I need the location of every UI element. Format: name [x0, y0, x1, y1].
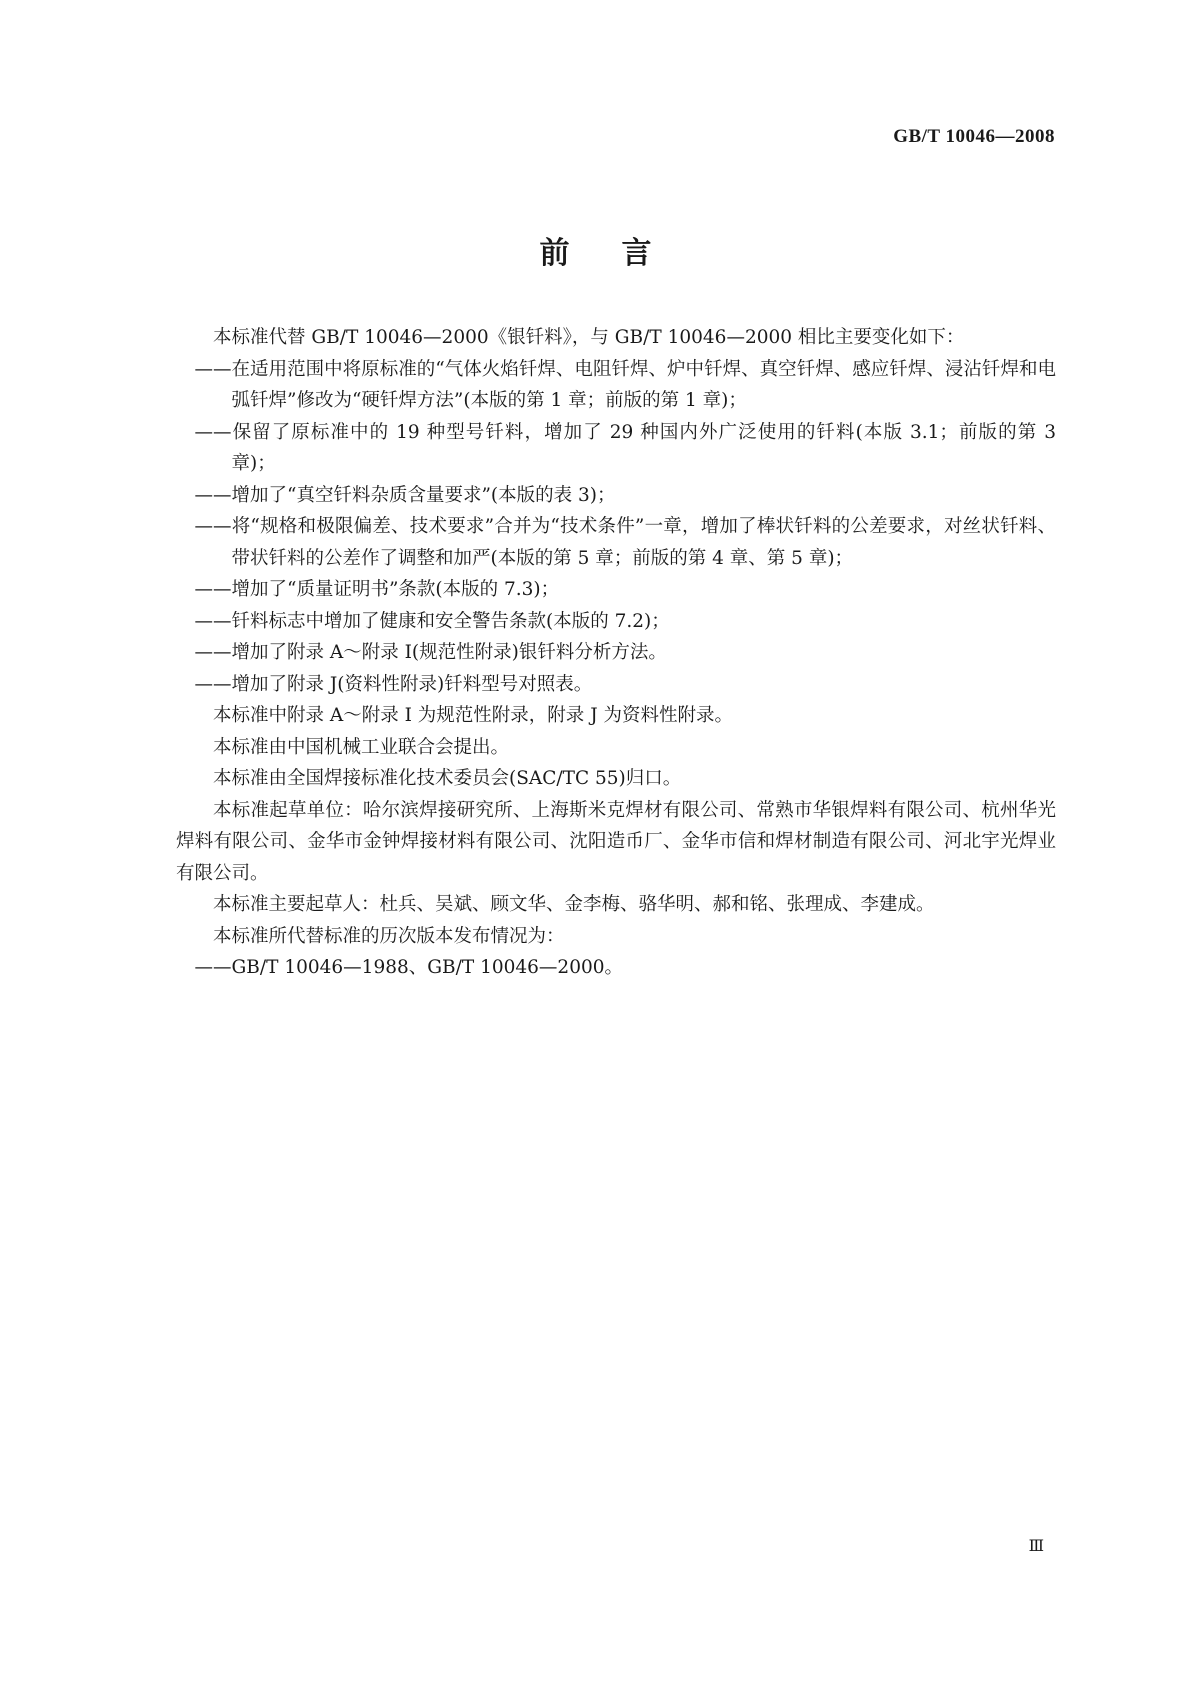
- page-number: Ⅲ: [1028, 1538, 1043, 1555]
- proposed-by: 本标准由中国机械工业联合会提出。: [213, 736, 510, 758]
- history-item: ——GB/T 10046—1988、GB/T 10046—2000。: [194, 957, 624, 978]
- change-item: ——钎料标志中增加了健康和安全警告条款(本版的 7.2)；: [194, 610, 670, 632]
- change-item: ——增加了“真空钎料杂质含量要求”(本版的表 3)；: [194, 484, 616, 506]
- drafting-units: 本标准起草单位：哈尔滨焊接研究所、上海斯米克焊材有限公司、常熟市华银焊料有限公司、杭州华光焊料有限公司、金华市金钟焊接材料有限公司、沈阳造币厂、金华市信和焊材制造有限公司、河北宇光焊业有限公司。: [176, 799, 1056, 884]
- change-item: ——增加了附录 J(资料性附录)钎料型号对照表。: [194, 673, 593, 695]
- drafters: 本标准主要起草人：杜兵、吴斌、顾文华、金李梅、骆华明、郝和铭、张理成、李建成。: [213, 894, 935, 915]
- change-item: ——将“规格和极限偏差、技术要求”合并为“技术条件”一章，增加了棒状钎料的公差要求，对丝状钎料、带状钎料的公差作了调整和加严(本版的第 5 章；前版的第 4 章、第 5 章)；: [194, 516, 1056, 569]
- annex-note: 本标准中附录 A～附录 I 为规范性附录，附录 J 为资料性附录。: [213, 705, 733, 726]
- change-item: ——增加了“质量证明书”条款(本版的 7.3)；: [194, 579, 560, 600]
- change-item: ——增加了附录 A～附录 I(规范性附录)银钎料分析方法。: [194, 642, 667, 663]
- intro-paragraph: 本标准代替 GB/T 10046—2000《银钎料》，与 GB/T 10046—2000 相比主要变化如下：: [213, 327, 965, 348]
- standard-number: GB/T 10046—2008: [893, 126, 1055, 147]
- foreword-body: [176, 322, 1056, 984]
- history-intro: 本标准所代替标准的历次版本发布情况为：: [213, 925, 565, 947]
- centralized-by: 本标准由全国焊接标准化技术委员会(SAC/TC 55)归口。: [213, 768, 682, 789]
- page-title: 前言: [539, 236, 704, 271]
- change-item: ——保留了原标准中的 19 种型号钎料，增加了 29 种国内外广泛使用的钎料(本版 3.1；前版的第 3 章)；: [194, 421, 1056, 474]
- change-item: ——在适用范围中将原标准的“气体火焰钎焊、电阻钎焊、炉中钎焊、真空钎焊、感应钎焊、浸沾钎焊和电弧钎焊”修改为“硬钎焊方法”(本版的第 1 章；前版的第 1 章)；: [194, 358, 1056, 411]
